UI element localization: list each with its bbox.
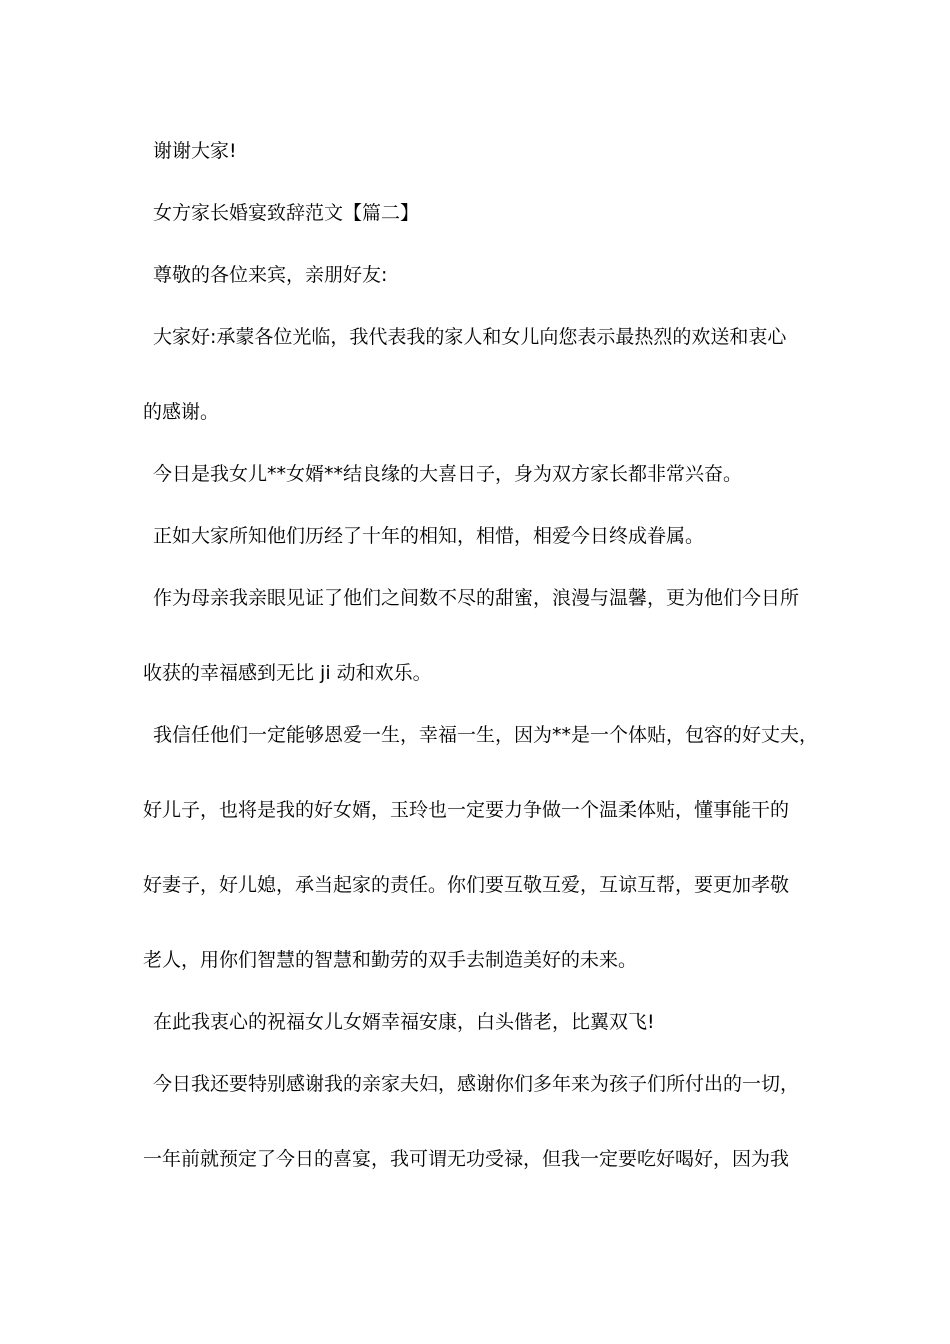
text-line-paragraph-2: 今日是我女儿**女婿**结良缘的大喜日子，身为双方家长都非常兴奋。 [153,463,743,485]
text-line-paragraph-6: 在此我衷心的祝福女儿女婿幸福安康，白头偕老，比翼双飞! [153,1011,655,1033]
text-line-paragraph-3: 正如大家所知他们历经了十年的相知，相惜，相爱今日终成眷属。 [153,525,705,547]
text-line-paragraph-4b: 收获的幸福感到无比 ji 动和欢乐。 [143,662,432,684]
text-line-salutation: 尊敬的各位来宾，亲朋好友: [153,264,388,286]
text-line-paragraph-5d: 老人，用你们智慧的智慧和勤劳的双手去制造美好的未来。 [143,949,638,971]
text-line-paragraph-7a: 今日我还要特别感谢我的亲家夫妇，感谢你们多年来为孩子们所付出的一切， [153,1073,800,1095]
text-line-paragraph-5b: 好儿子，也将是我的好女婿，玉玲也一定要力争做一个温柔体贴，懂事能干的 [143,799,790,821]
text-line-paragraph-7b: 一年前就预定了今日的喜宴，我可谓无功受禄，但我一定要吃好喝好，因为我 [143,1148,790,1170]
section-title: 女方家长婚宴致辞范文【篇二】 [153,202,420,224]
text-line-paragraph-4a: 作为母亲我亲眼见证了他们之间数不尽的甜蜜，浪漫与温馨，更为他们今日所 [153,587,800,609]
text-line-paragraph-1b: 的感谢。 [143,401,220,423]
text-line-closing-thanks: 谢谢大家! [153,140,237,162]
text-line-paragraph-5a: 我信任他们一定能够恩爱一生，幸福一生，因为**是一个体贴，包容的好丈夫， [153,724,819,746]
text-line-paragraph-1a: 大家好:承蒙各位光临，我代表我的家人和女儿向您表示最热烈的欢送和衷心 [153,326,787,348]
text-line-paragraph-5c: 好妻子，好儿媳，承当起家的责任。你们要互敬互爱，互谅互帮，要更加孝敬 [143,874,790,896]
